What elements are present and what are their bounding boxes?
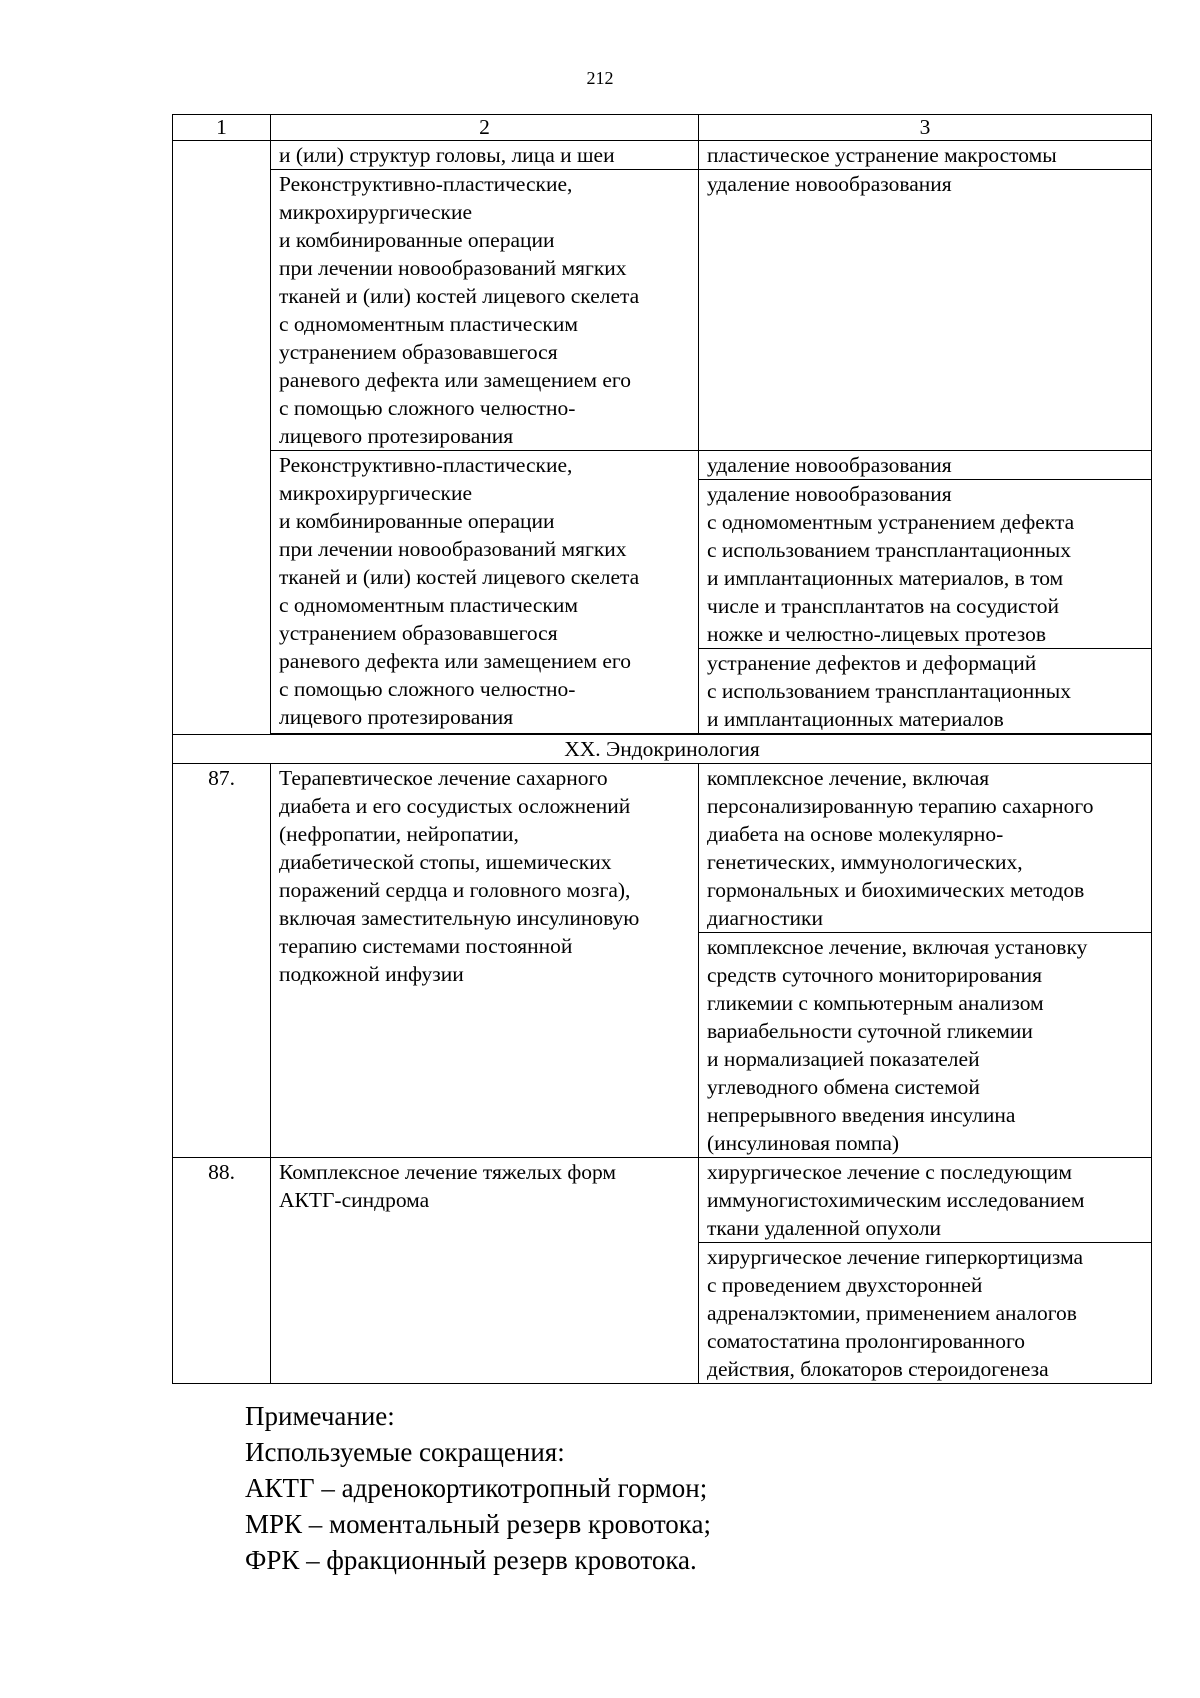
treatment-cell: хирургическое лечение с последующим иммуногистохимическим исследованием ткани удаленной опухоли [699,1158,1152,1243]
treatment-cell: пластическое устранение макростомы [699,141,1152,170]
method-cell: и (или) структур головы, лица и шеи [271,141,699,170]
treatment-cell: устранение дефектов и деформаций с использованием трансплантационных и имплантационных материалов [699,649,1152,734]
treatment-cell: удаление новообразования [699,451,1152,480]
treatment-cell: удаление новообразования [699,170,1152,451]
table-header-row [173,115,1152,141]
footnote-title: Примечание: [245,1401,395,1431]
header-col-3: 3 [699,115,1152,141]
method-cell: Реконструктивно-пластические, микрохирургические и комбинированные операции при лечении новообразований мягких тканей и (или) костей лицевого скелета с одномоментным пластическим устранением образовавшегося раневого дефекта или замещением его с помощью сложного челюстно- лицевого протезирования [271,170,699,451]
table-row [173,1158,1152,1243]
abbreviation-item: ФРК – фракционный резерв кровотока. [245,1545,697,1575]
abbreviation-item: МРК – моментальный резерв кровотока; [245,1509,711,1539]
footnote-subtitle: Используемые сокращения: [245,1437,565,1467]
treatment-cell: комплексное лечение, включая персонализированную терапию сахарного диабета на основе молекулярно- генетических, иммунологических, гормональных и биохимических методов диагностики [699,764,1152,933]
treatment-cell: удаление новообразования с одномоментным устранением дефекта с использованием трансплантационных и имплантационных материалов, в том числе и трансплантатов на сосудистой ножке и челюстно-лицевых протезов [699,480,1152,649]
section-row [173,735,1152,764]
treatment-cell: хирургическое лечение гиперкортицизма с проведением двухсторонней адреналэктомии, применением аналогов соматостатина пролонгированного действия, блокаторов стероидогенеза [699,1243,1152,1384]
method-cell: Реконструктивно-пластические, микрохирургические и комбинированные операции при лечении новообразований мягких тканей и (или) костей лицевого скелета с одномоментным пластическим устранением образовавшегося раневого дефекта или замещением его с помощью сложного челюстно- лицевого протезирования [271,451,699,734]
method-cell: Терапевтическое лечение сахарного диабета и его сосудистых осложнений (нефропатии, нейропатии, диабетической стопы, ишемических поражений сердца и головного мозга), включая заместительную инсулиновую терапию системами постоянной подкожной инфузии [271,764,699,1158]
number-cell-empty [173,141,271,735]
header-col-2: 2 [271,115,699,141]
table-row [173,170,1152,451]
table-row [173,764,1152,933]
table-row [173,451,1152,480]
abbreviation-item: АКТГ – адренокортикотропный гормон; [245,1473,708,1503]
section-title: XX. Эндокринология [173,735,1152,764]
treatment-cell: комплексное лечение, включая установку средств суточного мониторирования гликемии с компьютерным анализом вариабельности суточной гликемии и нормализацией показателей углеводного обмена системой непрерывного введения инсулина (инсулиновая помпа) [699,933,1152,1158]
method-cell: Комплексное лечение тяжелых форм АКТГ-синдрома [271,1158,699,1384]
row-number: 87. [173,764,271,1158]
table-row [173,141,1152,170]
header-col-1: 1 [173,115,271,141]
procedures-table [172,114,1152,1384]
row-number: 88. [173,1158,271,1384]
footnote [245,1398,711,1578]
page-number: 212 [586,68,614,88]
